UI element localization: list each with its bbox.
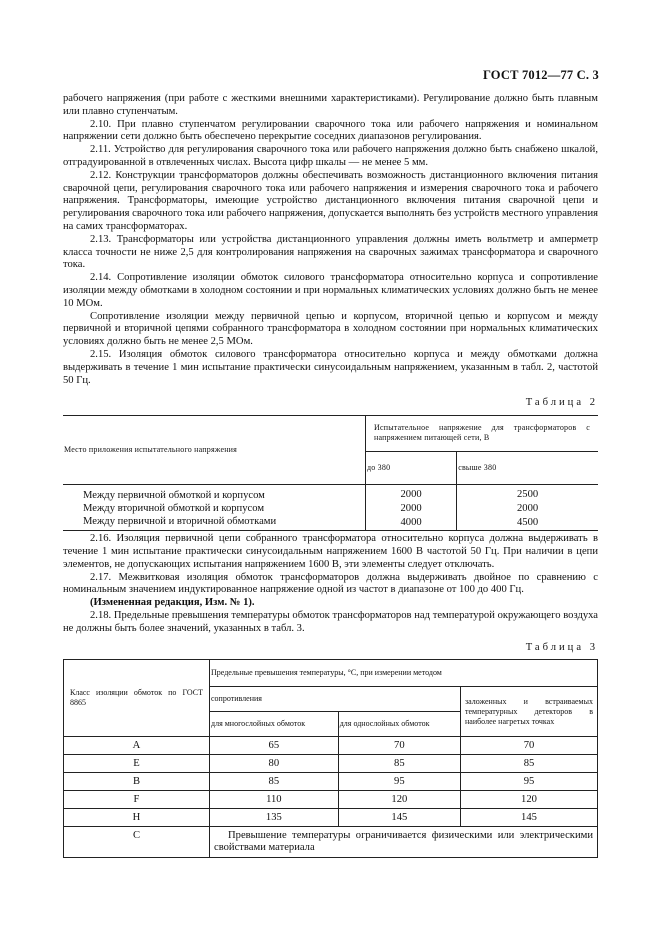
table3-cell-class: H — [64, 809, 210, 827]
table3-cell-multi: 135 — [210, 809, 339, 827]
table3-cell-detector: 120 — [461, 791, 598, 809]
paragraph-2-14: 2.14. Сопротивление изоляции обмоток силового трансформатора относительно корпуса и сопротивление изоляции между обмотками в холодном состоянии и при нормальных климатических условиях должно быть не менее 10 МОм. — [63, 272, 598, 309]
table2-cell-v1: 4000 — [366, 516, 457, 531]
table3-header-class: Класс изоляции обмоток по ГОСТ 8865 — [64, 660, 210, 737]
table3-cell-detector: 70 — [461, 737, 598, 755]
page-header: ГОСТ 7012—77 С. 3 — [482, 68, 599, 82]
table2-cell-v2: 2000 — [517, 503, 539, 515]
table2-header-place: Место приложения испытательного напряжения — [63, 416, 366, 485]
table3-header-resistance: сопротивления — [210, 687, 461, 712]
table-2 — [63, 415, 598, 531]
table3-cell-class: B — [64, 773, 210, 791]
table2-cell-v2: 4500 — [517, 517, 539, 529]
table2-cell-place: Между первичной и вторичной обмотками — [63, 516, 366, 531]
table3-cell-note: Превышение температуры ограничивается физическими или электрическими свойствами материала — [210, 827, 598, 858]
table2-caption: Таблица 2 — [525, 397, 598, 409]
table3-cell-single: 95 — [338, 773, 460, 791]
table3-header-limit: Предельные превышения температуры, °С, при измерении методом — [210, 660, 598, 687]
table3-cell-single: 85 — [338, 755, 460, 773]
table3-cell-detector: 85 — [461, 755, 598, 773]
table2-cell-v2: 2500 — [517, 489, 539, 501]
table3-cell-detector: 95 — [461, 773, 598, 791]
table3-cell-class: E — [64, 755, 210, 773]
paragraph-2-10: 2.10. При плавно ступенчатом регулировании сварочного тока или рабочего напряжения и номинальном напряжении сети должно быть обеспечено перекрытие соседних диапазонов регулирования. — [63, 118, 598, 143]
table2-cell-place: Между вторичной обмоткой и корпусом — [63, 502, 366, 516]
paragraph-2-13: 2.13. Трансформаторы или устройства дистанционного управления должны иметь вольтметр и амперметр класса точности не ниже 2,5 для контролирования напряжения на сварочных зажимах трансформатора и сварочного тока. — [63, 233, 598, 271]
table3-cell-multi: 65 — [210, 737, 339, 755]
table2-header-voltage: Испытательное напряжение для трансформаторов с напряжением питающей сети, В — [366, 416, 599, 452]
paragraph-2-18: 2.18. Предельные превышения температуры обмоток трансформаторов над температурой окружающего воздуха не должны быть более значений, указанных в табл. 3. — [63, 609, 598, 634]
table3-cell-class: A — [64, 737, 210, 755]
paragraph: рабочего напряжения (при работе с жесткими внешними характеристиками). Регулирование должно быть плавным или плавно ступенчатым. — [63, 93, 598, 117]
table3-cell-multi: 85 — [210, 773, 339, 791]
paragraph-2-15: 2.15. Изоляция обмоток силового трансформатора относительно корпуса и между обмотками должна выдерживать в течение 1 мин испытание практически синусоидальным напряжением, указанным в табл. 2, частотой 50 Гц. — [63, 348, 598, 386]
table3-cell-single: 145 — [338, 809, 460, 827]
table2-subheader-upto: до 380 — [366, 451, 457, 485]
amendment-note: (Измененная редакция, Изм. № 1). — [90, 597, 255, 609]
table3-cell-detector: 145 — [461, 809, 598, 827]
document-body — [63, 93, 598, 858]
paragraph-2-12: 2.12. Конструкции трансформаторов должны обеспечивать возможность дистанционного включения питания сварочной цепи, регулирования сварочного тока или рабочего напряжения и измерения сварочного тока и рабочего напряжения. Трансформаторы, имеющие устройство дистанционного включения питания сварочной цепи и регулирования сварочного тока или рабочего напряжения, допускается выполнять без устройств местного управления на самих трансформаторах. — [63, 169, 598, 232]
table3-cell-class: F — [64, 791, 210, 809]
table3-cell-single: 70 — [338, 737, 460, 755]
table3-cell-class: С — [64, 827, 210, 858]
table3-cell-multi: 110 — [210, 791, 339, 809]
paragraph-2-16: 2.16. Изоляция первичной цепи собранного трансформатора относительно корпуса должна выдерживать в течение 1 мин испытание практически синусоидальным напряжением 1600 В частотой 50 Гц. При наличии в цепи элементов, не допускающих испытания напряжением 1600 В, эти элементы следует отключать. — [63, 533, 598, 570]
paragraph-2-11: 2.11. Устройство для регулирования сварочного тока или рабочего напряжения должно быть снабжено шкалой, отградуированной в отвлеченных числах. Высота цифр шкалы — не менее 5 мм. — [63, 144, 598, 168]
table3-caption: Таблица 3 — [525, 641, 598, 653]
table3-cell-multi: 80 — [210, 755, 339, 773]
paragraph-2-17: 2.17. Межвитковая изоляция обмоток трансформаторов должна выдерживать двойное по сравнению с номинальным значением индуктированное напряжение одной из частот в диапазоне от 100 до 400 Гц. — [63, 571, 598, 596]
table2-cell-v1: 2000 — [366, 502, 457, 516]
table2-cell-v1: 2000 — [366, 485, 457, 503]
table-3 — [63, 659, 598, 858]
table3-subheader-single: для однослойных обмоток — [338, 712, 460, 737]
table2-cell-place: Между первичной обмоткой и корпусом — [63, 485, 366, 503]
table2-subheader-over: свыше 380 — [457, 451, 598, 485]
table3-header-detectors: заложенных и встраиваемых температурных детекторов в наиболее нагретых точках — [461, 687, 598, 737]
table3-subheader-multi: для многослойных обмоток — [210, 712, 339, 737]
paragraph-insulation: Сопротивление изоляции между первичной цепью и корпусом, вторичной цепью и корпусом и между первичной и вторичной цепями собранного трансформатора в холодном состоянии при нормальных климатических условиях должно быть не менее 2,5 МОм. — [63, 310, 598, 348]
table3-cell-single: 120 — [338, 791, 460, 809]
